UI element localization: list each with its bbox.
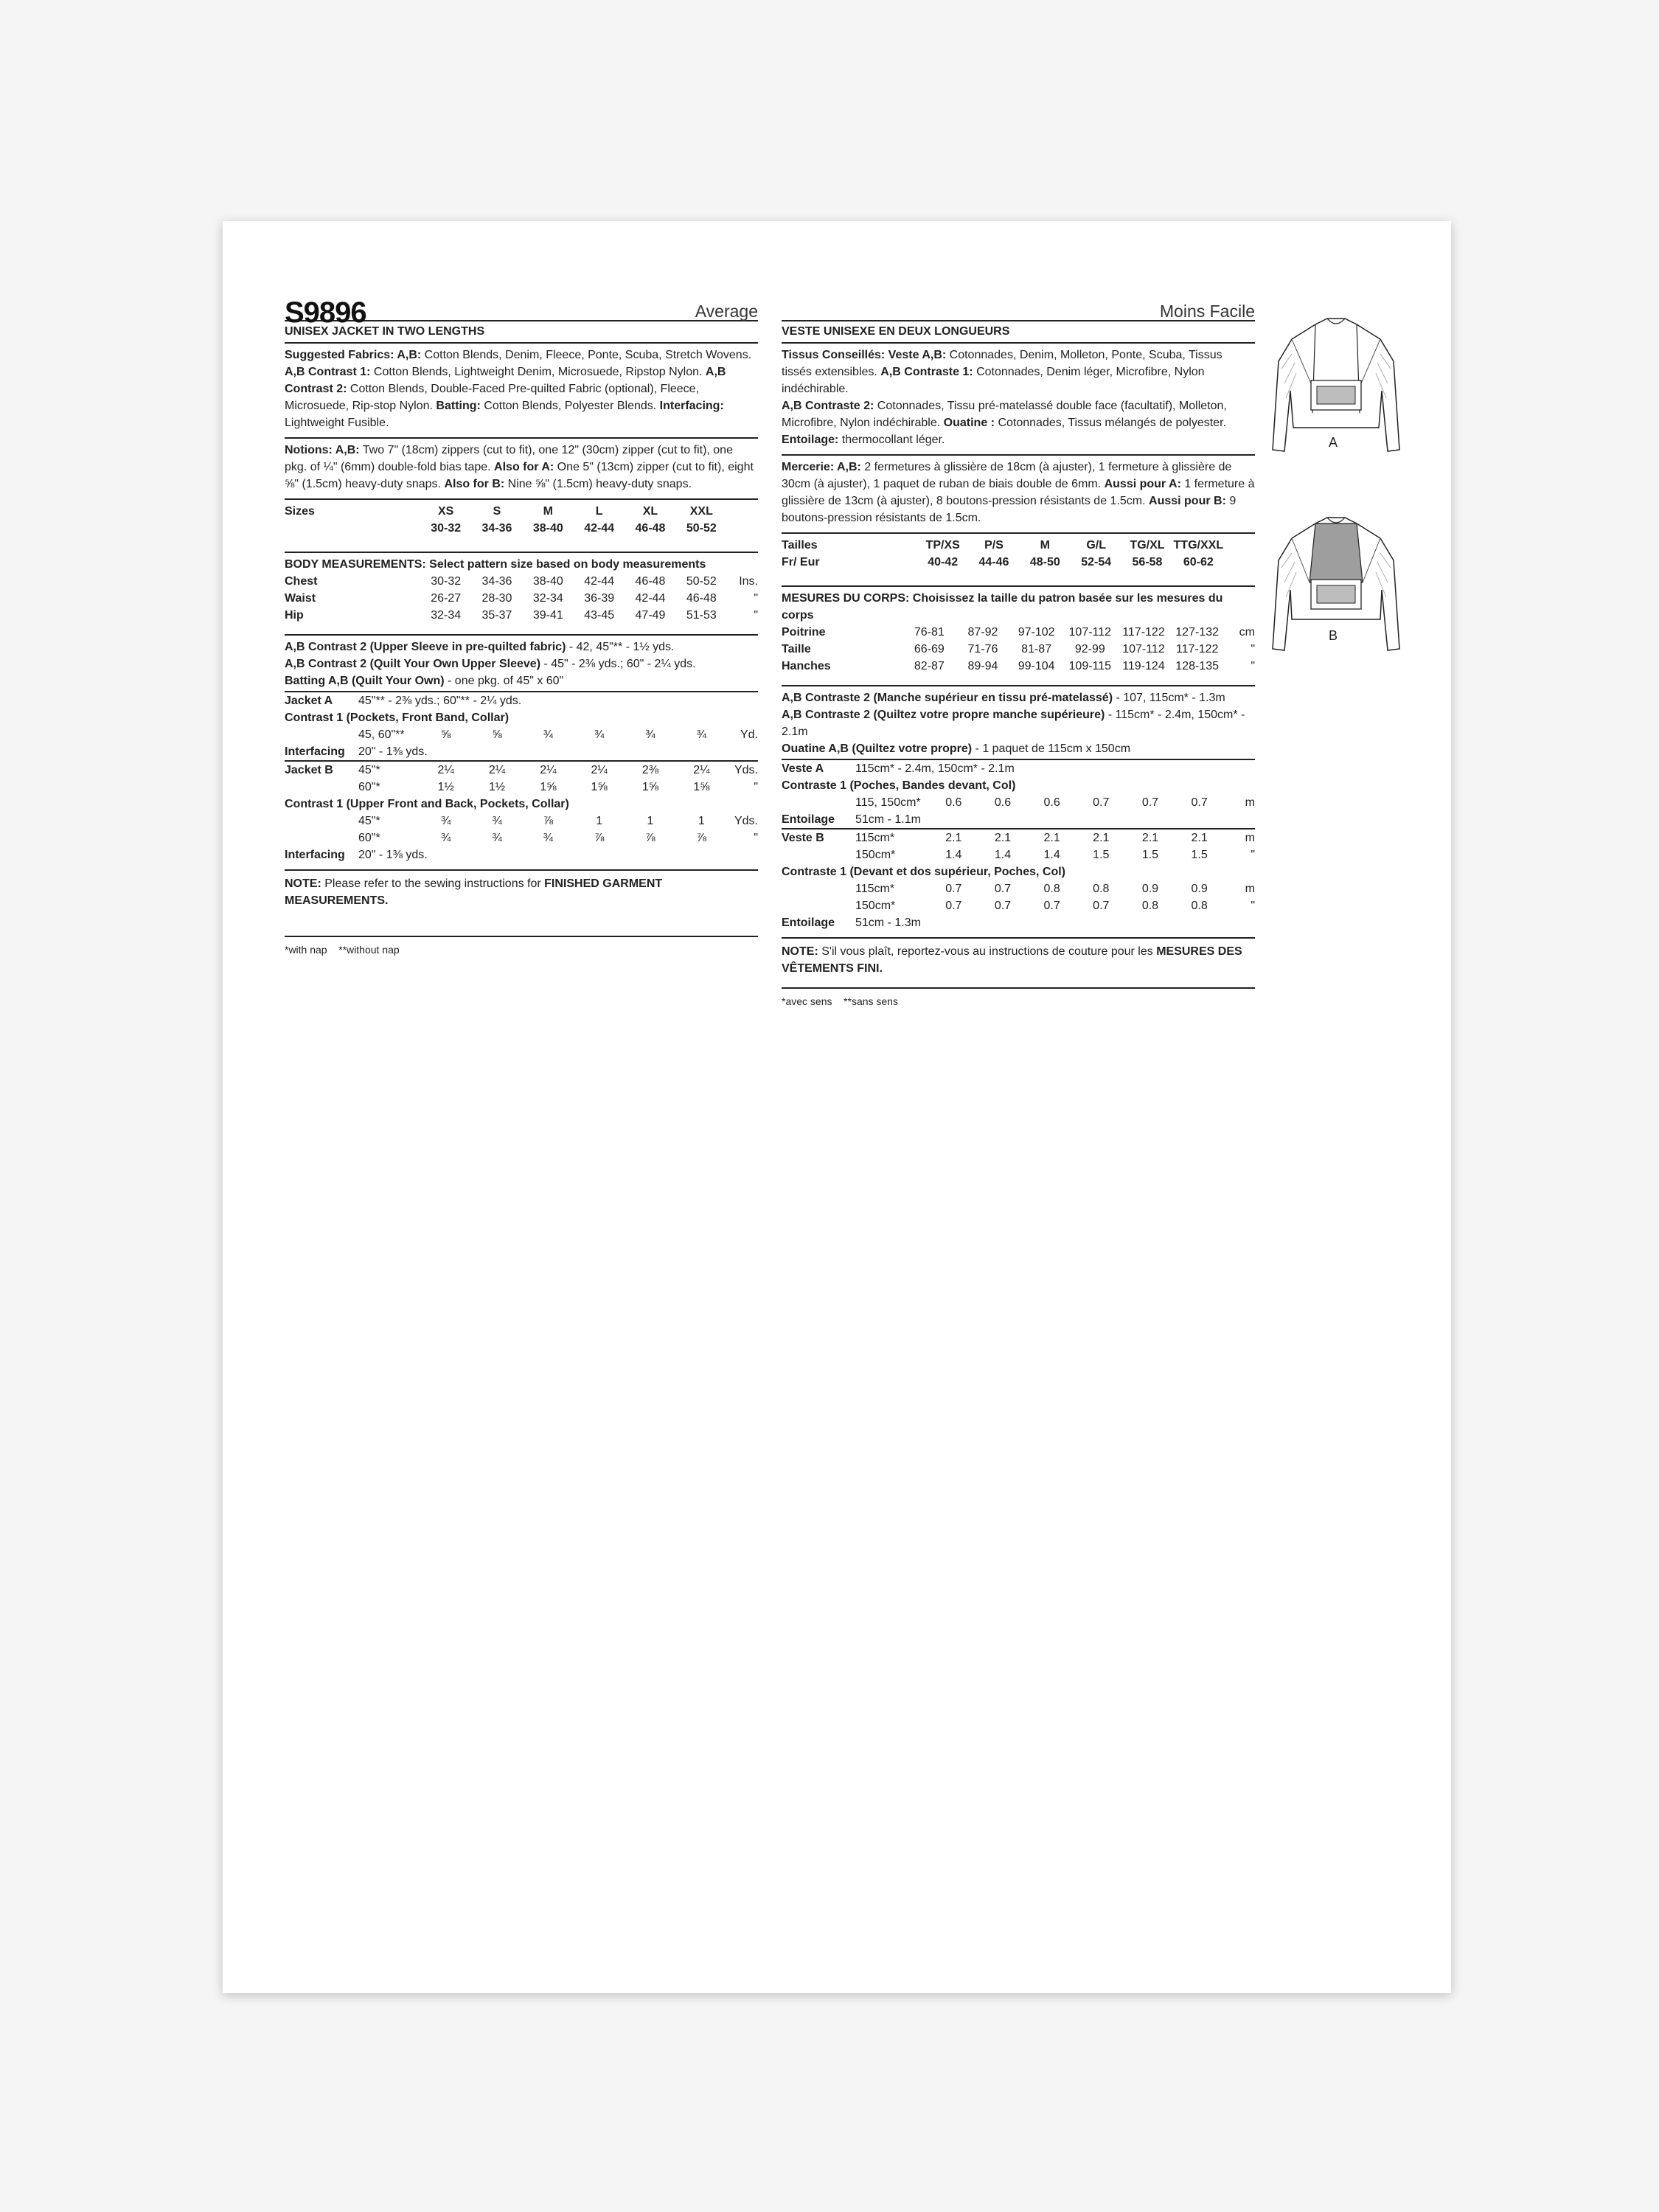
pattern-back-page [223,221,1451,1993]
cell: 1.4 [994,849,1012,861]
cell: ⅝ [492,728,502,741]
size-name: G/L [1086,539,1106,552]
contrast1-heading: Contrast 1 (Upper Front and Back, Pockets, Collar) [285,798,569,810]
unit: " [754,609,758,622]
cell: ¾ [492,832,502,844]
cell: 32-34 [431,609,462,622]
jacket-a-text: 45"** - 2⅜ yds.; 60"** - 2¼ yds. [358,692,758,709]
fabrics-text: Cotonnades, Denim, Molleton, Ponte, Scuba, Tissus tissés extensibles. [782,349,1222,378]
contrast1-label: A,B Contrast 1: [285,366,371,378]
cell: 66-69 [914,643,945,655]
difficulty-level-fr: Moins Facile [1159,302,1255,321]
unit: m [1245,796,1255,809]
fabrics-label: Tissus Conseillés: Veste A,B: [782,349,947,361]
row-label: Hanches [782,660,831,672]
cell: 0.7 [1191,796,1208,809]
cell: ¾ [594,728,605,741]
cell: 43-45 [584,609,615,622]
cell: 1.5 [1191,849,1208,861]
jacket-a-label: Jacket A [285,692,358,709]
cell: 38-40 [532,575,563,588]
jacket-a-text: 115cm* - 2.4m, 150cm* - 2.1m [855,759,1255,777]
unit: Yd. [740,728,758,741]
size-range: 52-54 [1081,556,1112,568]
notions-a-text: One 5" (13cm) zipper (cut to fit), eight ⅝" (1.5cm) heavy-duty snaps. [285,461,754,490]
cell: 2.1 [978,829,1028,846]
row-label: Poitrine [782,626,826,639]
veste-a-table [782,759,1255,931]
batting-label: Batting: [436,400,481,412]
cell: 1.4 [1043,849,1060,861]
unit: " [754,832,758,844]
size-range: 34-36 [481,522,512,535]
table-row [782,829,1255,846]
sizes-table-fr [782,537,1255,571]
cell: 0.6 [994,796,1012,809]
notions-b-text: 9 boutons-pression résistants de 1.5cm. [782,495,1237,524]
yardage-note-label: A,B Contrast 2 (Quilt Your Own Upper Sleeve) [285,658,541,670]
note [285,869,758,928]
footnote: *with nap **without nap [285,936,758,959]
body-measurements-heading: MESURES DU CORPS: Choisissez la taille du patron basée sur les mesures du corps [782,592,1223,622]
english-column [285,289,758,959]
size-name: S [493,505,501,518]
size-name: TTG/XXL [1173,539,1224,552]
fabric-width: 115cm* [855,883,895,895]
cell: 1⅝ [693,781,710,793]
size-range: 60-62 [1183,556,1214,568]
table-row [782,641,1255,658]
fabrics-label: Suggested Fabrics: A,B: [285,349,422,361]
cell: 2.1 [1027,829,1077,846]
size-range: 46-48 [635,522,666,535]
interfacing-label: Interfacing: [659,400,724,412]
cell: 26-27 [431,592,462,605]
cell: 2¼ [574,761,625,779]
cell: 0.7 [1093,796,1110,809]
fabric-width: 115, 150cm* [855,796,921,809]
note-text: Please refer to the sewing instructions for [321,877,545,890]
sketch-a-label: A [1329,435,1338,450]
cell: ¾ [696,728,706,741]
cell: 1 [698,815,705,827]
note-label: NOTE: [782,945,818,958]
fabric-width: 150cm* [855,900,896,912]
body-measurements [285,552,758,624]
cell: ¾ [543,832,553,844]
body-measurements-table-fr [782,624,1255,675]
size-name: P/S [984,539,1004,552]
cell: 46-48 [635,575,666,588]
suggested-fabrics [285,347,758,431]
size-range: 42-44 [584,522,615,535]
row-label: Chest [285,575,318,588]
cell: 2.1 [1175,829,1224,846]
size-range: 50-52 [686,522,717,535]
cell: 107-112 [1122,643,1165,655]
difficulty-level: Average [695,302,758,321]
cell: ⅞ [594,832,605,844]
note-text: S'il vous plaît, reportez-vous au instructions de couture pour les [818,945,1157,958]
table-row [285,813,758,830]
table-row [782,897,1255,914]
unit: " [754,781,758,793]
note-bold: FINISHED GARMENT MEASUREMENTS. [285,877,663,907]
size-range: 48-50 [1029,556,1060,568]
cell: 28-30 [481,592,512,605]
table-row [782,658,1255,675]
size-range: 56-58 [1132,556,1163,568]
table-row [782,624,1255,641]
size-name: M [543,505,553,518]
cell: 1.5 [1093,849,1110,861]
cell: 117-122 [1122,626,1165,639]
note-label: NOTE: [285,877,321,890]
contrast1-heading: Contrast 1 (Pockets, Front Band, Collar) [285,712,509,724]
cell: 109-115 [1068,660,1112,672]
notions-a-label: Also for A: [494,461,554,473]
interfacing-text: 20" - 1⅜ yds. [358,745,428,758]
notions-label: Notions: A,B: [285,444,360,456]
unit: " [1251,900,1255,912]
interfacing-text: 51cm - 1.1m [855,813,921,826]
cell: 0.9 [1141,883,1159,895]
french-title: VESTE UNISEXE EN DEUX LONGUEURS [782,321,1255,344]
footnote-fr: *avec sens **sans sens [782,987,1255,1010]
batting-label: Ouatine : [943,417,995,429]
sizes-label-2: Fr/ Eur [782,556,820,568]
cell: 92-99 [1074,643,1105,655]
cell: 87-92 [967,626,998,639]
cell: 0.7 [994,900,1012,912]
cell: 30-32 [431,575,462,588]
unit: Yds. [734,815,758,827]
cell: 2¼ [471,761,522,779]
yardage-note-text: - 107, 115cm* - 1.3m [1113,692,1225,704]
fabric-width: 150cm* [855,849,896,861]
cell: 51-53 [686,609,717,622]
yardage-note-text: - 1 paquet de 115cm x 150cm [972,742,1131,755]
sketch-b-label: B [1329,628,1338,643]
table-row [285,779,758,796]
jacket-b-label: Veste B [782,829,855,846]
cell: 2⅜ [625,761,675,779]
cell: 2.1 [1077,829,1126,846]
cell: 0.7 [1141,796,1159,809]
cell: 1½ [437,781,454,793]
cell: 71-76 [967,643,998,655]
interfacing-text: Lightweight Fusible. [285,417,389,429]
cell: 117-122 [1175,643,1219,655]
contrast2-text: Cotton Blends, Double-Faced Pre-quilted Fabric (optional), Fleece, Microsuede, Rip-stop Nylon. [285,383,700,412]
body-measurements-fr [782,585,1255,675]
cell: 0.9 [1191,883,1208,895]
table-row [782,880,1255,897]
yardage-note-text: - 115cm* - 2.4m, 150cm* - 2.1m [782,709,1245,738]
size-name: XL [642,505,658,518]
interfacing-label: Interfacing [285,745,345,758]
suggested-fabrics-fr [782,347,1255,448]
yardage-note-label: A,B Contraste 2 (Quiltez votre propre manche supérieure) [782,709,1105,721]
english-title: UNISEX JACKET IN TWO LENGTHS [285,321,758,344]
cell: 1⅝ [641,781,659,793]
fabric-width: 60"* [358,832,380,844]
cell: 119-124 [1122,660,1165,672]
size-name: L [595,505,603,518]
cell: 0.6 [945,796,962,809]
cell: 127-132 [1175,626,1219,639]
batting-text: Cotonnades, Tissus mélangés de polyester. [995,417,1226,429]
cell: 97-102 [1018,626,1055,639]
interfacing-label: Interfacing [285,849,345,861]
size-range: 30-32 [431,522,462,535]
cell: 1.4 [945,849,962,861]
contrast1-label: A,B Contraste 1: [880,366,973,378]
cell: 0.7 [945,900,962,912]
cell: 36-39 [584,592,615,605]
notions-b-text: Nine ⅝" (1.5cm) heavy-duty snaps. [504,478,692,490]
notions [285,437,758,493]
cell: 46-48 [686,592,717,605]
jacket-b-label: Jacket B [285,761,358,779]
english-header [285,289,758,329]
cell: 1.5 [1141,849,1159,861]
fabric-width: 45, 60"** [358,728,405,741]
table-row [285,590,758,607]
size-name: XXL [689,505,713,518]
sizes-label: Sizes [285,505,315,518]
notions-text: Two 7" (18cm) zippers (cut to fit), one 12" (30cm) zipper (cut to fit), one pkg. of ¼" (6mm) double-fold bias tape. [285,444,733,473]
note-fr [782,937,1255,980]
fabric-width: 60"* [358,781,380,793]
cell: 32-34 [532,592,563,605]
yardage-notes [285,634,758,689]
unit: " [754,592,758,605]
notions-b-label: Aussi pour B: [1149,495,1226,507]
notions-label: Mercerie: A,B: [782,461,861,473]
notions-a-label: Aussi pour A: [1104,478,1181,490]
interfacing-text: 20" - 1⅜ yds. [358,849,428,861]
yardage-note-text: - one pkg. of 45" x 60" [444,675,564,687]
cell: 2¼ [523,761,574,779]
body-measurements-table [285,573,758,624]
cell: 107-112 [1068,626,1112,639]
fabric-width: 115cm* [855,829,929,846]
row-label: Waist [285,592,316,605]
contrast2-label: A,B Contrast 2: [285,366,726,395]
yardage-note-label: A,B Contrast 2 (Upper Sleeve in pre-quilted fabric) [285,641,566,653]
size-name: XS [437,505,454,518]
fabric-width: 45"* [358,761,420,779]
cell: 0.8 [1043,883,1060,895]
french-header [782,289,1255,321]
cell: ⅞ [696,832,706,844]
cell: 0.7 [1043,900,1060,912]
yardage-note-label: Batting A,B (Quilt Your Own) [285,675,445,687]
interfacing-text: thermocollant léger. [838,434,945,446]
unit: cm [1239,626,1255,639]
table-row [782,794,1255,811]
cell: 0.7 [994,883,1012,895]
notions-text: 2 fermetures à glissière de 18cm (à ajuster), 1 fermeture à glissière de 30cm (à ajuster), 1 paquet de ruban de biais double de 6mm. [782,461,1232,490]
size-name: M [1040,539,1050,552]
cell: 42-44 [584,575,615,588]
contrast1-heading: Contraste 1 (Poches, Bandes devant, Col) [782,779,1016,792]
notions-fr [782,454,1255,526]
table-row [285,830,758,846]
yardage-note-label: Ouatine A,B (Quiltez votre propre) [782,742,973,755]
unit: " [1251,849,1255,861]
cell: ¾ [440,832,451,844]
notions-a-text: 1 fermeture à glissière de 13cm (à ajuster), 8 boutons-pression résistants de 1.5cm. [782,478,1255,507]
notions-b-label: Also for B: [444,478,505,490]
interfacing-label: Entoilage [782,813,835,826]
contrast1-text: Cotton Blends, Lightweight Denim, Microsuede, Ripstop Nylon. [370,366,706,378]
cell: ¾ [492,815,502,827]
cell: ¾ [440,815,451,827]
cell: 2.1 [929,829,978,846]
pattern-number: S9896 [285,296,366,329]
sizes-table [285,503,758,537]
interfacing-label: Entoilage: [782,434,839,446]
interfacing-text: 51cm - 1.3m [855,917,921,929]
batting-text: Cotton Blends, Polyester Blends. [480,400,660,412]
cell: 39-41 [532,609,563,622]
sizes-label: Tailles [782,539,818,552]
cell: 81-87 [1021,643,1052,655]
table-row [285,761,758,779]
table-row [782,846,1255,863]
table-row [285,607,758,624]
cell: 128-135 [1175,660,1219,672]
size-range: 38-40 [532,522,563,535]
cell: 1⅝ [540,781,557,793]
unit: m [1224,829,1255,846]
interfacing-label: Entoilage [782,917,835,929]
cell: 0.8 [1141,900,1159,912]
cell: 2¼ [676,761,727,779]
row-label: Taille [782,643,811,655]
cell: ⅝ [440,728,451,741]
row-label: Hip [285,609,304,622]
cell: 42-44 [635,592,666,605]
cell: ⅞ [645,832,655,844]
yardage-note-text: - 45" - 2⅜ yds.; 60" - 2¼ yds. [540,658,696,670]
sizes-block [285,498,758,537]
cell: 0.8 [1191,900,1208,912]
cell: 35-37 [481,609,512,622]
fabric-width: 45"* [358,815,380,827]
jacket-a-label: Veste A [782,759,855,777]
cell: 0.7 [945,883,962,895]
fabrics-text: Cotton Blends, Denim, Fleece, Ponte, Scuba, Stretch Wovens. [421,349,752,361]
cell: ¾ [543,728,553,741]
cell: 99-104 [1018,660,1055,672]
cell: 50-52 [686,575,717,588]
size-range: 44-46 [978,556,1009,568]
french-column [782,289,1255,1010]
unit: Ins. [739,575,758,588]
yardage-note-text: - 42, 45"** - 1½ yds. [566,641,675,653]
sizes-block-fr [782,532,1255,571]
unit: m [1245,883,1255,895]
yardage-notes-fr [782,685,1255,757]
cell: 76-81 [914,626,945,639]
contrast2-label: A,B Contraste 2: [782,400,874,412]
cell: 1 [596,815,603,827]
cell: 2.1 [1126,829,1175,846]
unit: " [1251,643,1255,655]
contrast2-text: Cotonnades, Tissu pré-matelassé double face (facultatif), Molleton, Microfibre, Nylon indéchirable. [782,400,1227,429]
contrast1-text: Cotonnades, Denim léger, Microfibre, Nylon indéchirable. [782,366,1205,395]
cell: 34-36 [481,575,512,588]
yardage-note-label: A,B Contraste 2 (Manche supérieur en tissu pré-matelassé) [782,692,1113,704]
cell: 0.6 [1043,796,1060,809]
cell: 0.7 [1093,900,1110,912]
cell: 82-87 [914,660,945,672]
cell: 2¼ [420,761,471,779]
cell: 0.8 [1093,883,1110,895]
cell: 1½ [488,781,506,793]
size-name: TG/XL [1130,539,1165,552]
size-range: 40-42 [928,556,959,568]
cell: 89-94 [967,660,998,672]
unit: Yds. [727,761,758,779]
note-bold: MESURES DES VÊTEMENTS FINI. [782,945,1242,975]
table-row [285,726,758,743]
cell: 1⅝ [591,781,608,793]
body-measurements-heading: BODY MEASUREMENTS: Select pattern size based on body measurements [285,558,706,571]
size-name: TP/XS [925,539,960,552]
contrast1-heading: Contraste 1 (Devant et dos supérieur, Poches, Col) [782,866,1065,878]
cell: 47-49 [635,609,666,622]
jacket-a-table [285,691,758,863]
cell: 1 [647,815,654,827]
unit: " [1251,660,1255,672]
cell: ¾ [645,728,655,741]
cell: ⅞ [543,815,553,827]
table-row [285,573,758,590]
